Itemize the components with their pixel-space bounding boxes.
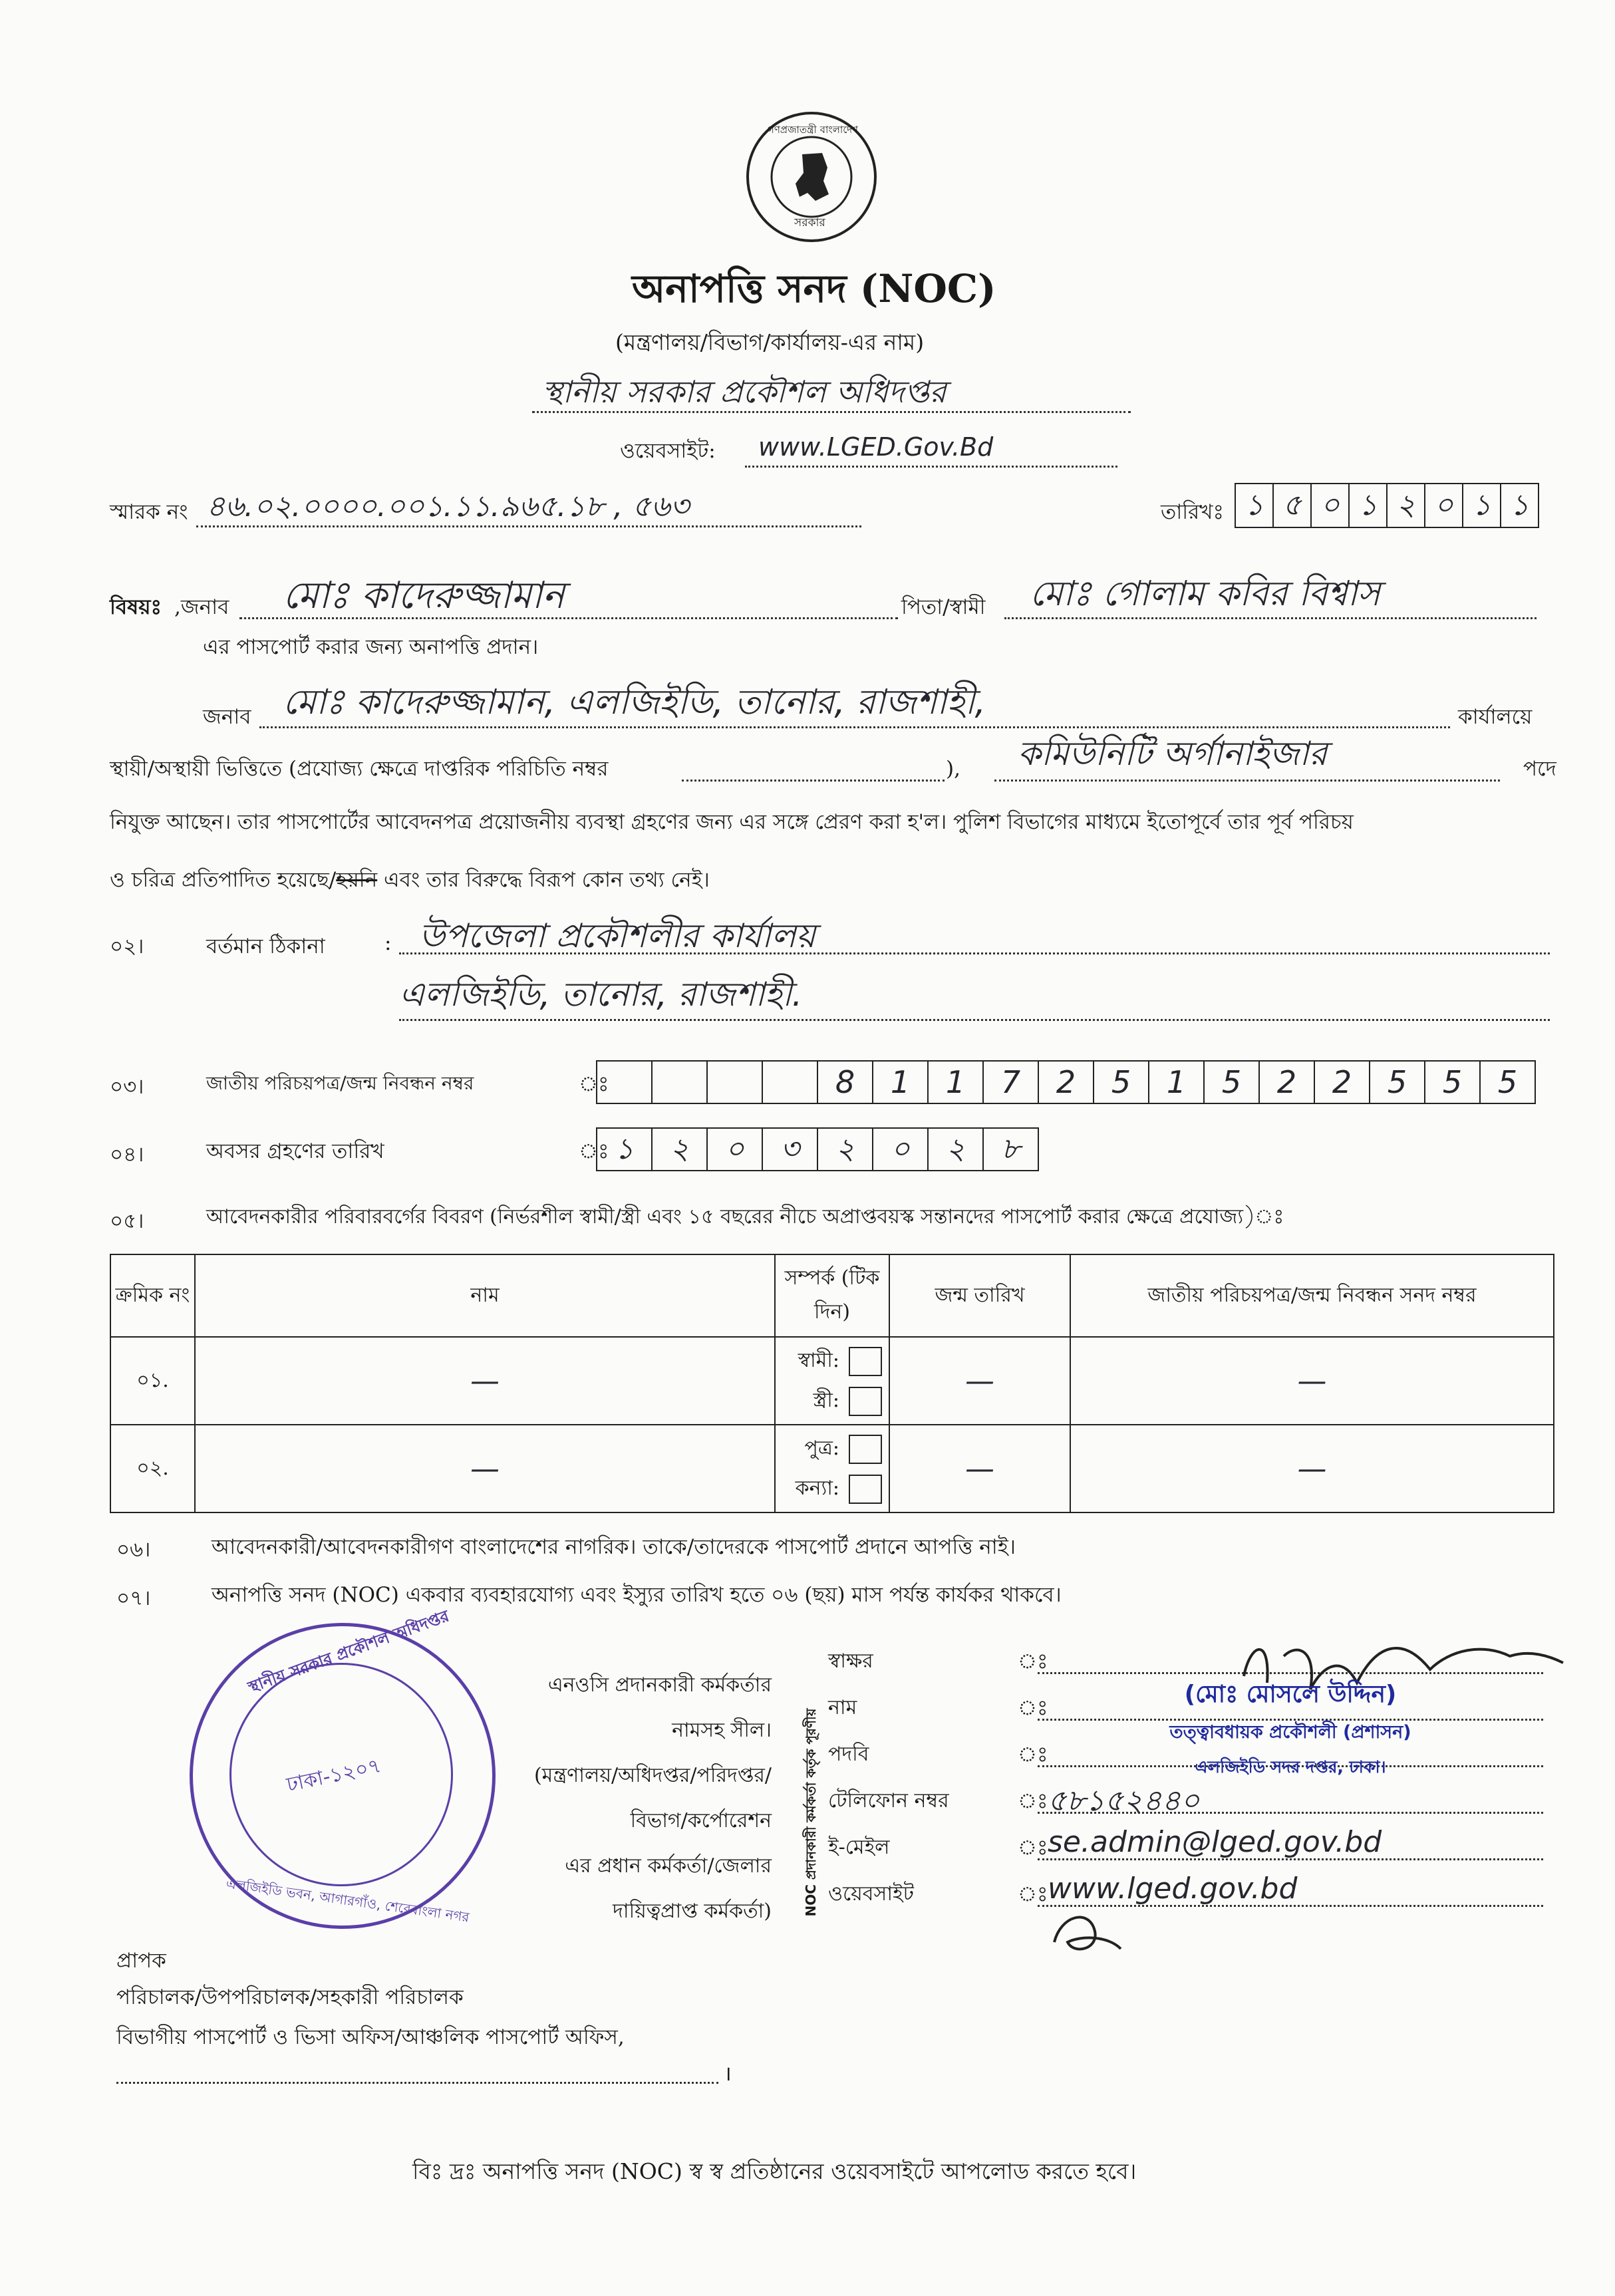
nid-digit-box: 1 [1148,1060,1205,1104]
memo-value: ৪৬.০২.০০০০.০০১.১১.৯৬৫.১৮ , ৫৬৩ [206,490,690,523]
subject-line2: এর পাসপোর্ট করার জন্য অনাপত্তি প্রদান। [203,635,539,659]
retire-digit-box: ৮ [982,1127,1039,1171]
signature-field-label: ওয়েবসাইট [828,1882,914,1906]
authority-line: বিভাগ/কর্পোরেশন [630,1809,772,1832]
emblem-top-text: গণপ্রজাতন্ত্রী বাংলাদেশ [768,124,859,136]
nid-digit-box: 2 [1038,1060,1094,1104]
website-label: ওয়েবসাইট: [620,439,716,463]
nid-digit-box: 5 [1093,1060,1149,1104]
header-birth-date: জন্ম তারিখ [889,1254,1070,1337]
item03-number: ০৩। [110,1075,144,1099]
office-round-stamp [190,1606,496,1929]
paragraph-line1: নিযুক্ত আছেন। তার পাসপোর্টের আবেদনপত্র প্রয়োজনীয় ব্যবস্থা গ্রহণের জন্য এর সঙ্গে প্রেরণ করা হ'ল। পুলিশ বিভাগের মাধ্যমে ইতোপূর্বে তার পূর্ব পরিচয় [110,810,1354,834]
header-nid: জাতীয় পরিচয়পত্র/জন্ম নিবন্ধন সনদ নম্বর [1070,1254,1554,1337]
row-nid: — [1070,1337,1554,1425]
retire-digit-box: ৩ [762,1127,818,1171]
nid-digit-box: 5 [1424,1060,1481,1104]
relation-checkbox[interactable] [849,1435,882,1464]
page-title: অনাপত্তি সনদ (NOC) [632,266,996,311]
nid-digit-box: 5 [1479,1060,1536,1104]
authority-line: (মন্ত্রণালয়/অধিদপ্তর/পরিদপ্তর/ [533,1764,772,1787]
item04-label: অবসর গ্রহণের তারিখ [206,1139,384,1163]
officer-designation: তত্ত্বাবধায়ক প্রকৌশলী (প্রশাসন) [1169,1722,1411,1743]
recipient-label: প্রাপক [116,1949,166,1973]
retire-digit-box: ২ [927,1127,984,1171]
stamp-center: ঢাকা-১২০৭ [284,1754,384,1797]
table-row [110,1425,1554,1512]
nid-digit-box: 8 [817,1060,873,1104]
officer-office: এলজিইডি সদর দপ্তর, ঢাকা। [1195,1757,1386,1777]
authority-line: এর প্রধান কর্মকর্তা/জেলার [565,1854,772,1878]
nid-digit-box [651,1060,708,1104]
item04-number: ০৪। [110,1143,144,1167]
signature-field-colon: ঃ [1018,1789,1048,1813]
item02-label: বর্তমান ঠিকানা [206,934,325,958]
signature-field-label: পদবি [828,1743,869,1766]
signature-field-value: ৫৮১৫২৪৪০ [1048,1784,1200,1818]
date-label: তারিখঃ [1161,500,1225,524]
address-line1-rule [399,952,1550,954]
retire-digit-box: ২ [651,1127,708,1171]
vertical-noc-label: NOC প্রদানকারী কর্মকর্তা কর্তৃক পূরণীয় [803,1708,819,1917]
date-digit-box: ৫ [1272,483,1312,528]
date-digit-box: ১ [1348,483,1388,528]
address-line2: এলজিইডি, তানোর, রাজশাহী. [399,975,803,1014]
row-relation [775,1425,889,1512]
nid-digit-box: 5 [1369,1060,1425,1104]
father-name-line [1004,617,1537,619]
janab2-line [259,726,1450,728]
date-digit-box: ১ [1235,483,1274,528]
retire-digit-box: ০ [872,1127,929,1171]
designation-value: কমিউনিটি অর্গানাইজার [1018,734,1328,773]
header-relation: সম্পর্ক (টিক দিন) [775,1254,889,1337]
nid-digit-box [596,1060,653,1104]
row-birth-date: — [889,1425,1070,1512]
item05-text: আবেদনকারীর পরিবারবর্গের বিবরণ (নির্ভরশীল স্বামী/স্ত্রী এবং ১৫ বছরের নীচে অপ্রাপ্তবয়স্ক সন্তানদের পাসপোর্ট করার ক্ষেত্রে প্রযোজ্য)ঃ [206,1205,1284,1228]
nid-digit-box: 2 [1258,1060,1315,1104]
item04-colon: ঃ [579,1139,609,1163]
signature-field-label: ই-মেইল [828,1836,890,1859]
item03-label: জাতীয় পরিচয়পত্র/জন্ম নিবন্ধন নম্বর [206,1072,474,1094]
row-birth-date: — [889,1337,1070,1425]
address-line1: উপজেলা প্রকৌশলীর কার্যালয় [419,917,816,955]
paragraph-line2 [110,868,710,893]
relation-label: কন্যা: [795,1477,839,1500]
memo-line [196,525,861,527]
father-name: মোঃ গোলাম কবির বিশ্বাস [1030,574,1381,614]
janab2-label: জনাব [203,705,251,729]
relation-option [776,1341,882,1381]
janab2-value: মোঃ কাদেরুজ্জামান, এলজিইডি, তানোর, রাজশাহী, [283,682,986,722]
item06-number: ০৬। [116,1538,151,1562]
relation-label: পুত্র: [804,1437,839,1460]
item02-number: ০২। [110,934,144,958]
item02-colon: : [384,931,392,955]
signature-field-label: স্বাক্ষর [828,1650,873,1673]
nid-digit-box: 1 [927,1060,984,1104]
item07-number: ০৭। [116,1586,151,1610]
office-name: স্থানীয় সরকার প্রকৌশল অধিদপ্তর [542,374,947,410]
retire-digit-box: ২ [817,1127,873,1171]
designation-line [994,780,1500,782]
nid-digit-box [706,1060,763,1104]
officer-designation-stamp [1117,1676,1463,1783]
signature-field-value: www.lged.gov.bd [1048,1872,1298,1906]
janab-label: ,জনাব [174,595,229,619]
family-table [110,1254,1554,1513]
address-line2-rule [399,1019,1550,1021]
row-relation [775,1337,889,1425]
row-name: — [195,1425,775,1512]
government-emblem [746,112,877,242]
signature-field-value: se.admin@lged.gov.bd [1048,1825,1382,1859]
item05-number: ০৫। [110,1209,144,1233]
emblem-bottom-text: সরকার [794,216,825,229]
retire-digit-box: ০ [706,1127,763,1171]
recipient-end: । [724,2062,732,2086]
stamp-bottom: এলজিইডি ভবন, আগারগাঁও, শেরেবাংলা নগর [225,1875,471,1926]
post-suffix: পদে [1523,757,1556,781]
header-serial: ক্রমিক নং [110,1254,195,1337]
office-suffix: কার্যালয়ে [1458,705,1533,729]
signature-field-label: নাম [828,1696,857,1719]
date-digit-box: ১ [1500,483,1539,528]
date-digit-box: ১ [1462,483,1501,528]
signature-field-colon: ঃ [1018,1650,1048,1673]
authority-line: নামসহ সীল। [672,1719,772,1742]
table-row [110,1337,1554,1425]
subtitle: (মন্ত্রণালয়/বিভাগ/কার্যালয়-এর নাম) [615,329,925,355]
recipient-line3 [116,2082,718,2084]
row-serial: ০১. [110,1337,195,1425]
nid-digit-box: 2 [1314,1060,1370,1104]
signature-field-colon: ঃ [1018,1836,1048,1860]
nid-digit-box: 5 [1203,1060,1260,1104]
father-label: পিতা/স্বামী [901,595,986,619]
nid-digit-box: 1 [872,1060,929,1104]
date-digit-box: ২ [1386,483,1425,528]
signature-field-colon: ঃ [1018,1696,1048,1720]
website-value: www.LGED.Gov.Bd [758,432,994,462]
initial-signature [1041,1902,1134,1962]
signature-field-colon: ঃ [1018,1743,1048,1767]
applicant-name-line [239,617,898,619]
relation-option [776,1381,882,1421]
subject-label: বিষয়ঃ [110,595,162,619]
memo-label: স্মারক নং [110,500,188,524]
paragraph-line2-strike: হয়নি [336,868,378,892]
paragraph-line2-b: এবং তার বিরুদ্ধে বিরূপ কোন তথ্য নেই। [377,868,710,892]
date-digit-box: ০ [1310,483,1350,528]
officer-name: (মোঃ মোসলে উদ্দিন) [1184,1681,1397,1708]
nid-digit-box [762,1060,818,1104]
recipient-line2: বিভাগীয় পাসপোর্ট ও ভিসা অফিস/আঞ্চলিক পাসপোর্ট অফিস, [116,2025,625,2049]
row-nid: — [1070,1425,1554,1512]
stamp-text: স্থানীয় সরকার প্রকৌশল অধিদপ্তর [245,1606,452,1697]
relation-checkbox[interactable] [849,1347,882,1376]
relation-label: স্বামী: [798,1349,839,1372]
retire-digit-box: ১ [596,1127,653,1171]
office-name-line [532,411,1131,413]
permanent-text: স্থায়ী/অস্থায়ী ভিত্তিতে (প্রযোজ্য ক্ষেত্রে দাপ্তরিক পরিচিতি নম্বর [110,757,609,781]
item03-colon: ঃ [579,1072,609,1096]
row-serial: ০২. [110,1425,195,1512]
relation-checkbox[interactable] [849,1387,882,1416]
permanent-close: ), [946,757,960,781]
authority-text [492,1663,772,1934]
authority-line: দায়িত্বপ্রাপ্ত কর্মকর্তা) [613,1900,772,1923]
signature-field-colon: ঃ [1018,1882,1048,1906]
item06-text: আবেদনকারী/আবেদনকারীগণ বাংলাদেশের নাগরিক। তাকে/তাদেরকে পাসপোর্ট প্রদানে আপত্তি নাই। [212,1535,1016,1559]
recipient-line1: পরিচালক/উপপরিচালক/সহকারী পরিচালক [116,1985,464,2009]
date-digit-box: ০ [1424,483,1463,528]
paragraph-line2-a: ও চরিত্র প্রতিপাদিত হয়েছে/ [110,868,337,892]
relation-label: স্ত্রী: [813,1389,839,1412]
relation-option [776,1469,882,1508]
item07-text: অনাপত্তি সনদ (NOC) একবার ব্যবহারযোগ্য এবং ইস্যুর তারিখ হতে ০৬ (ছয়) মাস পর্যন্ত কার্যকর থাকবে। [212,1583,1062,1607]
official-id-line [682,780,945,782]
row-name: — [195,1337,775,1425]
family-table-header [110,1254,1554,1337]
website-line [745,466,1117,468]
relation-option [776,1429,882,1469]
authority-line: এনওসি প্রদানকারী কর্মকর্তার [547,1673,772,1697]
signature-field-label: টেলিফোন নম্বর [828,1789,949,1812]
nid-digit-box: 7 [982,1060,1039,1104]
relation-checkbox[interactable] [849,1475,882,1504]
header-name: নাম [195,1254,775,1337]
footnote: বিঃ দ্রঃ অনাপত্তি সনদ (NOC) স্ব স্ব প্রতিষ্ঠানের ওয়েবসাইটে আপলোড করতে হবে। [412,2158,1137,2184]
applicant-name: মোঃ কাদেরুজ্জামান [283,574,565,617]
